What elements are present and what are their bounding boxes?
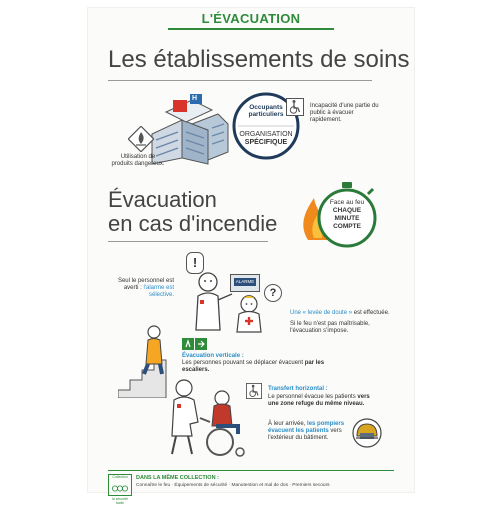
collection-title: DANS LA MÊME COLLECTION : xyxy=(136,475,219,481)
alarm-panel-label: ALARME xyxy=(235,279,255,284)
timer-line1: Face au feu xyxy=(329,199,365,206)
organisation-line2: SPÉCIFIQUE xyxy=(244,139,288,146)
wheelchair-small-icon xyxy=(246,383,262,399)
emergency-exit-sign-icon xyxy=(182,338,208,350)
organisation-line1: ORGANISATION xyxy=(239,131,293,138)
verticale-title: Évacuation verticale : xyxy=(182,353,244,359)
incapacite-text: Incapacité d'une partie du public à évacuer rapidement. xyxy=(310,103,379,123)
pompiers-text-blue: les pompiers évacuent les patients xyxy=(268,421,345,434)
exclamation-bubble: ! xyxy=(186,252,204,274)
collection-items: Connaître le feu · Équipements de sécurité · Manutention et mal de dos · Premiers secours xyxy=(136,483,330,488)
verticale-text-bold: par les escaliers. xyxy=(182,360,325,373)
horizontal-title: Transfert horizontal : xyxy=(268,386,328,392)
title-underline xyxy=(168,28,334,30)
timer-line2: CHAQUE xyxy=(332,207,362,214)
horizontal-text-main: Le personnel évacue les patients xyxy=(268,394,356,400)
section1-divider xyxy=(108,80,372,81)
produits-text: Utilisation de produits dangereux. xyxy=(111,154,165,167)
timer-line4: COMPTE xyxy=(333,223,361,230)
hospital-sign-letter: H xyxy=(192,95,198,102)
poster-title: L'ÉVACUATION xyxy=(201,11,301,26)
poster xyxy=(88,8,414,505)
collection-logo-rings-icon xyxy=(109,485,131,492)
verticale-text-main: Les personnes pouvant se déplacer évacuent xyxy=(182,360,304,366)
wheelchair-icon xyxy=(286,98,304,116)
pompiers-text-part1: À leur arrivée, xyxy=(268,421,306,427)
nurse-icon xyxy=(232,294,266,334)
verticale-text xyxy=(182,360,352,374)
collection-logo xyxy=(108,474,132,505)
alarme-text-part2: l'alarme est sélective. xyxy=(143,285,174,298)
levee-text xyxy=(290,310,400,317)
footer-divider xyxy=(108,470,394,471)
si-feu-text: Si le feu n'est pas maîtrisable, l'évacuation s'impose. xyxy=(290,321,370,334)
alarm-panel xyxy=(230,274,260,292)
staff-person-icon xyxy=(186,270,236,336)
pompiers-text-part2: vers l'extérieur du bâtiment. xyxy=(268,428,342,441)
staff-pushing-wheelchair-icon xyxy=(166,378,248,458)
timer-line3: MINUTE xyxy=(334,215,360,222)
question-bubble: ? xyxy=(264,284,282,302)
alarme-text xyxy=(108,278,174,299)
flammable-hazard-icon xyxy=(128,126,154,152)
horizontal-text-bold: vers une zone refuge du même niveau. xyxy=(268,394,370,407)
section2-heading-line1: Évacuation xyxy=(108,187,217,212)
alarme-text-part1: Seul le personnel est averti : xyxy=(117,278,174,291)
section1-heading: Les établissements de soins xyxy=(108,46,410,73)
collection-logo-top: Collection xyxy=(112,475,128,479)
levee-text-blue: Une « levée de doute » xyxy=(290,310,353,316)
occupants-label: Occupants particuliers xyxy=(248,104,284,118)
collection-logo-bottom: la sécurité facile xyxy=(112,497,128,505)
levee-text-rest: est effectuée. xyxy=(352,310,390,316)
horizontal-text xyxy=(268,394,378,408)
firefighter-helmet-icon xyxy=(352,418,382,448)
section2-heading-line2: en cas d'incendie xyxy=(108,211,278,236)
section2-divider xyxy=(108,241,268,242)
